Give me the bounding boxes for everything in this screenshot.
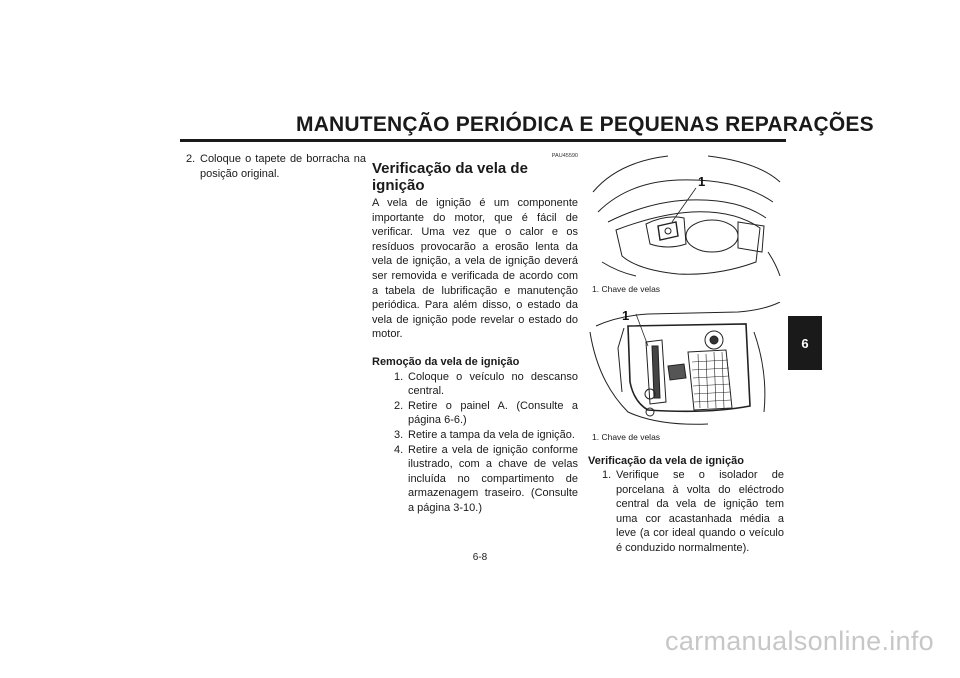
page-number: 6-8 — [472, 552, 488, 563]
list-text: Retire a tampa da vela de ignição. — [408, 428, 575, 441]
reference-code: PAU45590 — [551, 153, 578, 159]
list-item — [394, 428, 578, 443]
figure2-caption: 1. Chave de velas — [592, 432, 661, 442]
list-text: Coloque o tapete de borracha na posição original. — [200, 153, 366, 180]
section-heading: Verificação da vela de ignição — [372, 160, 528, 194]
left-column — [186, 152, 366, 181]
list-item — [394, 399, 578, 428]
intro-paragraph: A vela de ignição é um componente importante do motor, que é fácil de verificar. Uma vez que o calor e os resíduos provocarão a erosão lenta da vela de ignição, a vela de ignição deverá ser removida e verificada de acordo com a tabela de lubrificação e manutenção periódica. Para além disso, o estado da vela de ignição pode revelar o estado do motor. — [372, 197, 578, 341]
subheading-inspection: Verificação da vela de ignição — [588, 455, 744, 467]
list-text: Retire a vela de ignição conforme ilustrado, com a chave de velas incluída no compartimento de armazenagem traseiro. (Consulte a página 3-10.) — [408, 443, 578, 514]
list-number: 2. — [394, 399, 404, 412]
list-item — [602, 468, 784, 556]
list-item — [394, 443, 578, 516]
list-item — [394, 370, 578, 399]
middle-column — [372, 152, 578, 515]
list-text: Retire o painel A. (Consulte a página 6-6.) — [408, 399, 578, 427]
storage-compartment-illustration — [588, 152, 784, 278]
figure2-callout: 1 — [622, 308, 630, 323]
list-number: 1. — [394, 370, 404, 383]
list-number: 4. — [394, 443, 404, 456]
subheading-removal: Remoção da vela de ignição — [372, 355, 520, 368]
inspection-list — [588, 468, 784, 556]
list-text: Coloque o veículo no descanso central. — [408, 370, 578, 398]
header-rule — [180, 139, 786, 142]
list-number: 2. — [186, 153, 196, 165]
list-number: 1. — [602, 469, 612, 481]
chapter-tab: 6 — [788, 316, 822, 370]
list-item — [186, 152, 366, 181]
list-text: Verifique se o isolador de porcelana à volta do eléctrodo central da vela de ignição tem uma cor acastanhada média a leve (a cor ideal quando o veículo é conduzido normalmente). — [616, 469, 784, 554]
right-column — [588, 152, 784, 552]
watermark: carmanualsonline.info — [665, 626, 934, 656]
spark-plug-removal-illustration — [588, 302, 784, 426]
figure1-callout: 1 — [698, 174, 706, 189]
page-title: MANUTENÇÃO PERIÓDICA E PEQUENAS REPARAÇÕES — [296, 113, 874, 136]
list-number: 3. — [394, 428, 404, 441]
figure1-caption: 1. Chave de velas — [592, 284, 661, 294]
